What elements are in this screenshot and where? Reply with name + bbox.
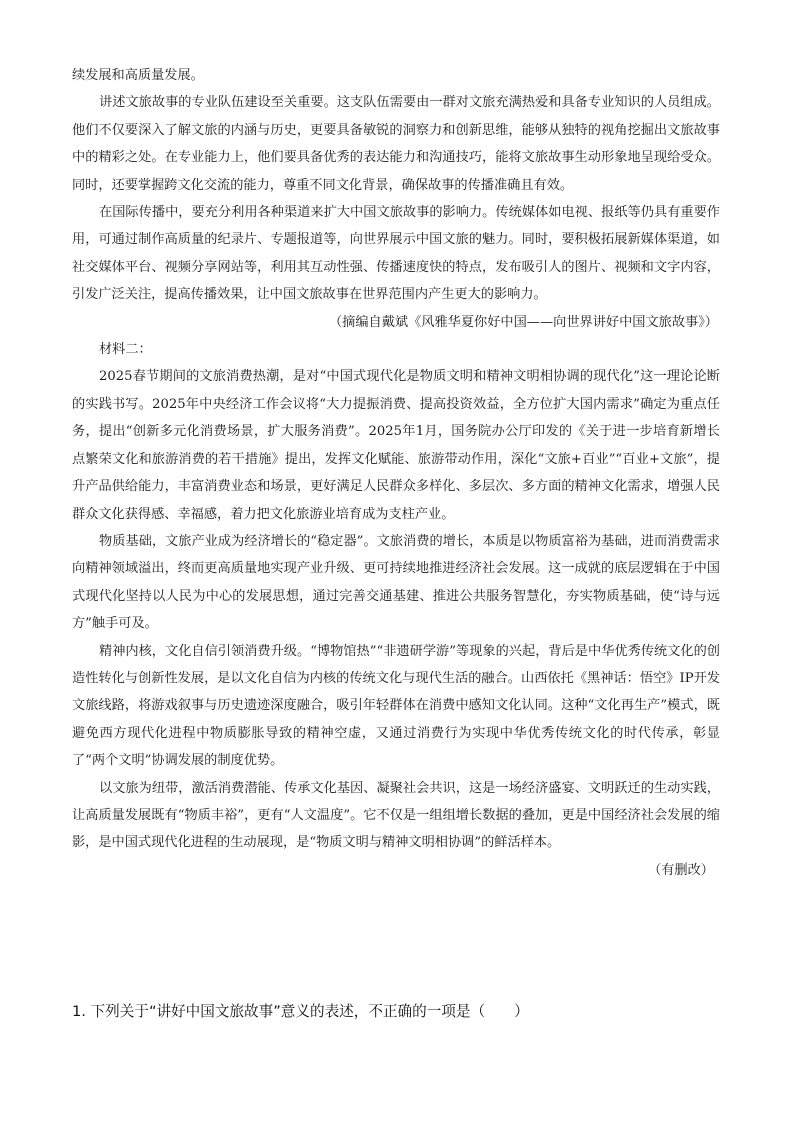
material-two-label: 材料二：	[99, 342, 152, 358]
reading-passage	[72, 62, 720, 884]
source-citation-2: （有删改）	[648, 862, 714, 878]
paragraph-continuation: 续发展和高质量发展。	[72, 68, 204, 83]
paragraph-conclusion: 以文旅为纽带，激活消费潜能、传承文化基因、凝聚社会共识，这是一场经济盛宴、文明跃迁的生动实践，让高质量发展既有“物质丰裕”，更有“人文温度”。它不仅是一组组增长数据的叠加，更是中国经济社会发展的缩影，是中国式现代化进程的生动展现，是“物质文明与精神文明相协调”的鲜活样本。	[72, 780, 720, 851]
paragraph-spiritual-core: 精神内核，文化自信引领消费升级。“博物馆热”“非遗研学游”等现象的兴起，背后是中华优秀传统文化的创造性转化与创新性发展，是以文化自信为内核的传统文化与现代生活的融合。山西依托《黑神话：悟空》IP开发文旅线路，将游戏叙事与历史遗迹深度融合，吸引年轻群体在消费中感知文化认同。这种“文化再生产”模式，既避免西方现代化进程中物质膨胀导致的精神空虚，又通过消费行为实现中华优秀传统文化的时代传承，彰显了“两个文明”协调发展的制度优势。	[72, 643, 720, 769]
question-1: 1. 下列关于“讲好中国文旅故事”意义的表述，不正确的一项是（ ）	[72, 1003, 529, 1020]
paragraph-team-building: 讲述文旅故事的专业队伍建设至关重要。这支队伍需要由一群对文旅充满热爱和具备专业知识的人员组成。他们不仅要深入了解文旅的内涵与历史，更要具备敏锐的洞察力和创新思维，能够从独特的视角挖掘出文旅故事中的精彩之处。在专业能力上，他们要具备优秀的表达能力和沟通技巧，能将文旅故事生动形象地呈现给受众。同时，还要掌握跨文化交流的能力，尊重不同文化背景，确保故事的传播准确且有效。	[72, 95, 720, 193]
paragraph-international-communication: 在国际传播中，要充分利用各种渠道来扩大中国文旅故事的影响力。传统媒体如电视、报纸等仍具有重要作用，可通过制作高质量的纪录片、专题报道等，向世界展示中国文旅的魅力。同时，要积极拓展新媒体渠道，如社交媒体平台、视频分享网站等，利用其互动性强、传播速度快的特点，发布吸引人的图片、视频和文字内容，引发广泛关注，提高传播效果，让中国文旅故事在世界范围内产生更大的影响力。	[72, 205, 720, 303]
paragraph-spring-festival: 2025春节期间的文旅消费热潮，是对“中国式现代化是物质文明和精神文明相协调的现代化”这一理论论断的实践书写。2025年中央经济工作会议将“大力提振消费、提高投资效益，全方位扩大国内需求”确定为重点任务，提出“创新多元化消费场景，扩大服务消费”。2025年1月，国务院办公厅印发的《关于进一步培育新增长点繁荣文化和旅游消费的若干措施》提出，发挥文化赋能、旅游带动作用，深化“文旅+百业”“百业+文旅”，提升产品供给能力，丰富消费业态和场景，更好满足人民群众多样化、多层次、多方面的精神文化需求，增强人民群众文化获得感、幸福感，着力把文化旅游业培育成为支柱产业。	[72, 369, 720, 522]
source-citation-1: （摘编自戴斌《风雅华夏你好中国——向世界讲好中国文旅故事》）	[328, 314, 718, 330]
paragraph-material-basis: 物质基础，文旅产业成为经济增长的“稳定器”。文旅消费的增长，本质是以物质富裕为基础，进而消费需求向精神领域溢出，终而更高质量地实现产业升级、更可持续地推进经济社会发展。这一成就的底层逻辑在于中国式现代化坚持以人民为中心的发展思想，通过完善交通基建、推进公共服务智慧化，夯实物质基础，使“诗与远方”触手可及。	[72, 533, 720, 632]
